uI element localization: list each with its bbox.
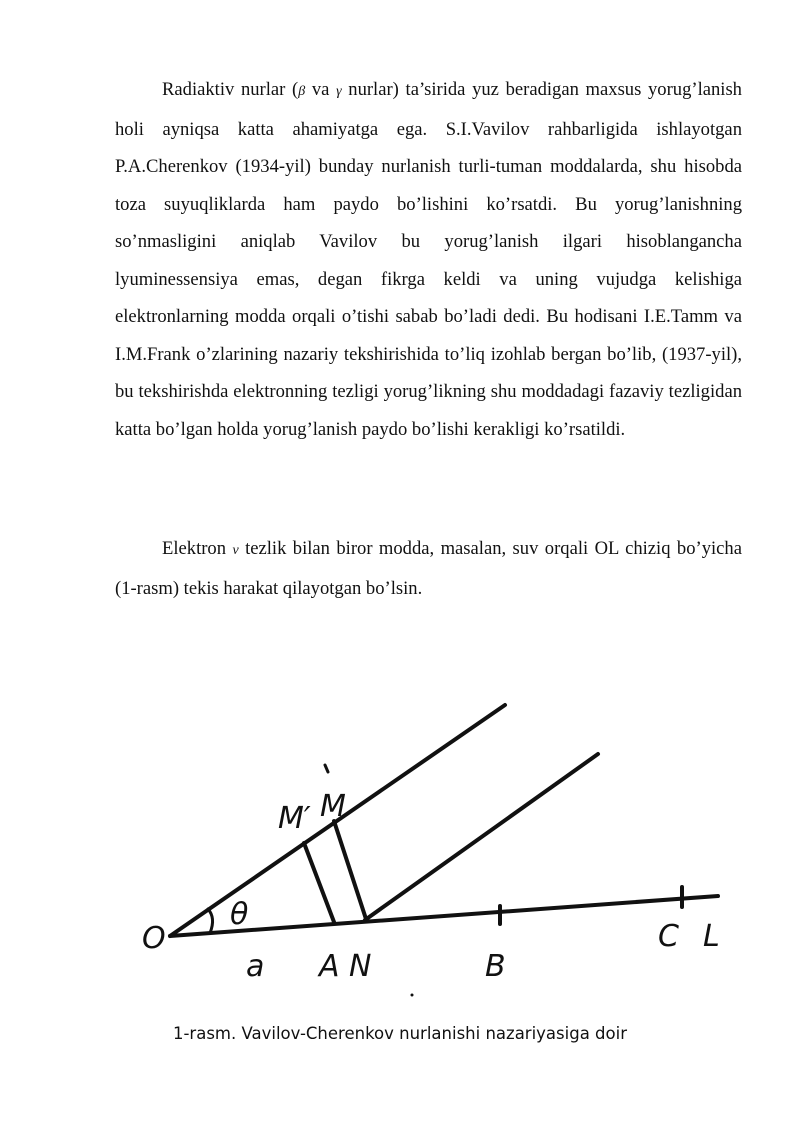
label-M: M: [320, 789, 346, 824]
velocity-symbol: v: [232, 543, 239, 558]
paragraph-1-text-b: va: [305, 79, 337, 100]
label-a: a: [246, 949, 265, 984]
figure-caption: 1-rasm. Vavilov-Cherenkov nurlanishi nazariyasiga doir: [172, 1024, 627, 1043]
paragraph-2-text-b: tezlik bilan biror modda, masalan, suv orqali OL chiziq bo’yicha (1-rasm) tekis harakat qilayotgan bo’lsin.: [115, 538, 742, 599]
paragraph-1-text-c: nurlar) ta’sirida yuz beradigan maxsus yorug’lanish holi ayniqsa katta ahamiyatga ega. S.I.Vavilov rahbarligida ishlayotgan P.A.Cherenkov (1934-yil) bunday nurlanish turli-tuman moddalarda, shu hisobda toza suyuqliklarda ham paydo bo’lishini ko’rsatdi. Bu yorug’lanishning so’nmasligini aniqlab Vavilov bu yorug’lanish ilgari hisoblangancha lyuminessensiya emas, degan fikrga keldi va uning vujudga kelishiga elektronlarning modda orqali o’tishi sabab bo’ladi dedi. Bu hodisani I.E.Tamm va I.M.Frank o’zlarining nazariy tekshirishida to’liq izohlab bergan bo’lib, (1937-yil), bu tekshirishda elektronning tezligi yorug’likning shu moddadagi fazaviy tezligidan katta bo’lgan holda yorug’lanish paydo bo’lishi kerakligi ko’rsatildi.: [115, 79, 742, 440]
paragraph-1: [115, 71, 742, 448]
cherenkov-diagram: [130, 690, 740, 1010]
segment-NM: [334, 821, 366, 919]
paragraph-2-text-a: Elektron: [162, 538, 233, 559]
label-M-prime: M′: [278, 801, 311, 836]
cherenkov-diagram-svg: [130, 690, 740, 1010]
label-theta: θ: [230, 897, 249, 932]
accent-mark: [325, 765, 328, 772]
gamma-symbol: γ: [336, 84, 342, 99]
segment-aM-prime: [304, 843, 334, 922]
label-C: C: [658, 919, 679, 954]
dot-mark: [411, 994, 414, 997]
label-L: L: [703, 919, 720, 954]
label-O: O: [142, 921, 166, 956]
label-A: A: [319, 949, 340, 984]
label-B: B: [485, 949, 506, 984]
label-N: N: [349, 949, 372, 984]
paragraph-2: [115, 530, 742, 607]
paragraph-1-text-a: Radiaktiv nurlar (: [162, 79, 299, 100]
angle-theta-arc: [208, 909, 213, 933]
beta-symbol: β: [298, 84, 306, 99]
baseline-OL: [170, 896, 718, 936]
